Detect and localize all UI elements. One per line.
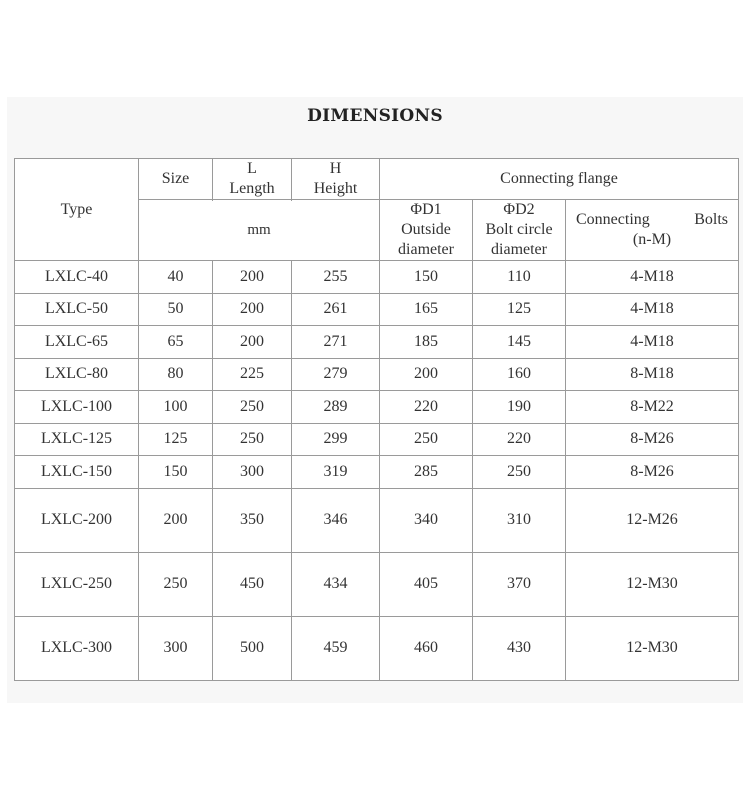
header-d2 [473,200,566,261]
cell-height: 319 [292,456,380,489]
cell-d2: 370 [473,552,566,616]
cell-type: LXLC-250 [15,552,139,616]
cell-bolts: 4-M18 [566,293,739,326]
cell-bolts: 12-M30 [566,616,739,680]
cell-d2: 110 [473,261,566,294]
cell-height: 279 [292,358,380,391]
table-row [15,261,739,294]
cell-bolts: 12-M26 [566,488,739,552]
cell-size: 125 [139,423,213,456]
header-height [292,159,380,200]
cell-type: LXLC-100 [15,391,139,424]
cell-height: 346 [292,488,380,552]
cell-length: 450 [213,552,292,616]
cell-d2: 145 [473,326,566,359]
header-d1-symbol: ΦD1 [410,201,442,218]
table-row [15,552,739,616]
header-d2-symbol: ΦD2 [503,201,535,218]
header-height-label: Height [313,180,358,197]
cell-size: 50 [139,293,213,326]
table-row [15,423,739,456]
cell-bolts: 8-M22 [566,391,739,424]
cell-d2: 310 [473,488,566,552]
cell-size: 150 [139,456,213,489]
cell-d1: 340 [380,488,473,552]
cell-bolts: 8-M18 [566,358,739,391]
header-unit: mm [139,200,380,261]
header-type: Type [15,159,139,261]
cell-type: LXLC-65 [15,326,139,359]
cell-d1: 165 [380,293,473,326]
header-bolts-word2: Bolts [694,211,729,228]
cell-d1: 250 [380,423,473,456]
cell-d2: 190 [473,391,566,424]
cell-height: 434 [292,552,380,616]
cell-size: 300 [139,616,213,680]
cell-length: 225 [213,358,292,391]
cell-length: 250 [213,391,292,424]
header-bolts-word1: Connecting [576,211,650,228]
header-bolts [566,200,739,261]
cell-height: 459 [292,616,380,680]
cell-bolts: 8-M26 [566,423,739,456]
cell-height: 255 [292,261,380,294]
cell-type: LXLC-300 [15,616,139,680]
header-size: Size [139,159,213,200]
cell-height: 261 [292,293,380,326]
header-d1 [380,200,473,261]
cell-d2: 430 [473,616,566,680]
table-row [15,391,739,424]
header-length-label: Length [229,180,275,197]
cell-height: 299 [292,423,380,456]
cell-length: 200 [213,261,292,294]
header-row-1 [15,159,739,200]
header-length [213,159,292,200]
cell-d2: 220 [473,423,566,456]
cell-size: 65 [139,326,213,359]
cell-type: LXLC-150 [15,456,139,489]
cell-d2: 160 [473,358,566,391]
header-d1-line2: diameter [398,241,454,258]
cell-type: LXLC-50 [15,293,139,326]
cell-d2: 125 [473,293,566,326]
header-length-symbol: L [247,160,257,177]
cell-height: 289 [292,391,380,424]
cell-d1: 150 [380,261,473,294]
cell-d2: 250 [473,456,566,489]
cell-d1: 405 [380,552,473,616]
cell-type: LXLC-200 [15,488,139,552]
cell-d1: 185 [380,326,473,359]
cell-length: 200 [213,293,292,326]
dimensions-table [14,158,739,681]
table-row [15,616,739,680]
header-bolts-line2: (n-M) [632,231,672,248]
cell-d1: 220 [380,391,473,424]
cell-bolts: 12-M30 [566,552,739,616]
header-d2-line1: Bolt circle [485,221,553,238]
cell-length: 500 [213,616,292,680]
header-bolts-line1 [568,210,736,230]
cell-size: 250 [139,552,213,616]
cell-bolts: 4-M18 [566,261,739,294]
cell-type: LXLC-80 [15,358,139,391]
table-row [15,456,739,489]
cell-length: 300 [213,456,292,489]
table-row [15,488,739,552]
cell-type: LXLC-125 [15,423,139,456]
header-connecting-flange: Connecting flange [380,159,739,200]
cell-length: 200 [213,326,292,359]
cell-length: 350 [213,488,292,552]
table-row [15,326,739,359]
cell-size: 80 [139,358,213,391]
cell-bolts: 8-M26 [566,456,739,489]
table-row [15,358,739,391]
cell-d1: 285 [380,456,473,489]
header-d1-line1: Outside [401,221,451,238]
table-row [15,293,739,326]
cell-height: 271 [292,326,380,359]
header-d2-line2: diameter [491,241,547,258]
cell-type: LXLC-40 [15,261,139,294]
cell-d1: 200 [380,358,473,391]
cell-bolts: 4-M18 [566,326,739,359]
cell-length: 250 [213,423,292,456]
cell-size: 100 [139,391,213,424]
cell-size: 200 [139,488,213,552]
cell-d1: 460 [380,616,473,680]
header-height-symbol: H [329,160,342,177]
page-title: DIMENSIONS [307,106,443,126]
cell-size: 40 [139,261,213,294]
